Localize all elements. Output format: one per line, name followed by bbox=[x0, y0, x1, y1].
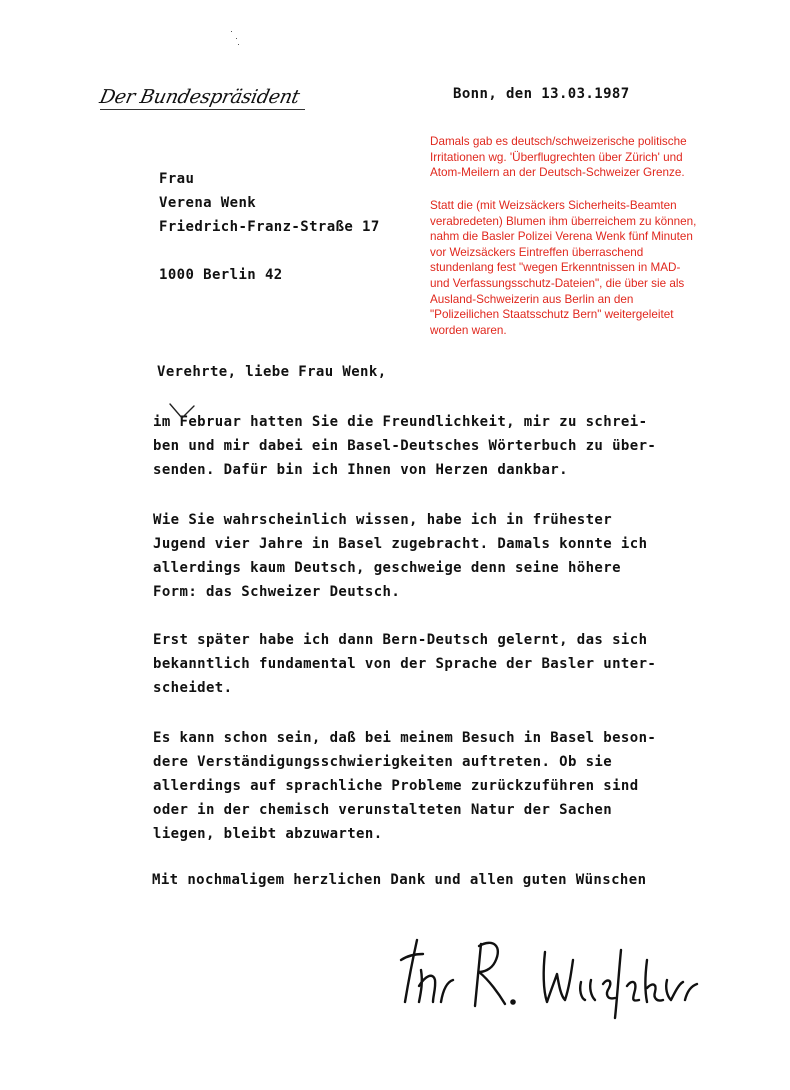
body-paragraph-3 bbox=[153, 628, 656, 700]
dateline: Bonn, den 13.03.1987 bbox=[453, 86, 630, 102]
greeting: Verehrte, liebe Frau Wenk, bbox=[157, 364, 387, 380]
annotation-line: Damals gab es deutsch/schweizerische politische bbox=[430, 135, 687, 148]
annotation-line: vor Weizsäckers Eintreffen überraschend bbox=[430, 245, 644, 259]
closing-line: Mit nochmaligem herzlichen Dank und allen guten Wünschen bbox=[152, 872, 647, 888]
body-line: Erst später habe ich dann Bern-Deutsch gelernt, das sich bbox=[153, 632, 648, 648]
body-line: ben und mir dabei ein Basel-Deutsches Wörterbuch zu über- bbox=[153, 438, 657, 454]
annotation-line: stundenlang fest "wegen Erkenntnissen in MAD- bbox=[430, 261, 681, 275]
body-line: dere Verständigungsschwierigkeiten auftreten. Ob sie bbox=[153, 754, 613, 770]
letterhead-underline bbox=[100, 109, 305, 110]
annotation-line: "Polizeilichen Staatsschutz Bern" weitergeleitet bbox=[430, 308, 674, 322]
annotation-line: Ausland-Schweizerin aus Berlin an den bbox=[430, 292, 634, 306]
recipient-city: 1000 Berlin 42 bbox=[159, 267, 283, 283]
recipient-street: Friedrich-Franz-Straße 17 bbox=[159, 219, 380, 235]
annotation-paragraph-2 bbox=[430, 198, 750, 338]
body-line: liegen, bleibt abzuwarten. bbox=[153, 826, 383, 842]
body-paragraph-4 bbox=[153, 726, 656, 846]
body-line: im Februar hatten Sie die Freundlichkeit, mir zu schrei- bbox=[153, 414, 648, 430]
recipient-salutation: Frau bbox=[159, 171, 195, 187]
body-line: Es kann schon sein, daß bei meinem Besuch in Basel beson- bbox=[153, 730, 657, 746]
body-line: oder in der chemisch verunstalteten Natur der Sachen bbox=[153, 802, 613, 818]
body-line: bekanntlich fundamental von der Sprache der Basler unter- bbox=[153, 656, 657, 672]
body-line: Wie Sie wahrscheinlich wissen, habe ich in frühester bbox=[153, 512, 613, 528]
annotation-line: nahm die Basler Polizei Verena Wenk fünf Minuten bbox=[430, 230, 693, 244]
body-line: allerdings auf sprachliche Probleme zurückzuführen sind bbox=[153, 778, 639, 794]
recipient-address bbox=[159, 167, 380, 287]
body-line: senden. Dafür bin ich Ihnen von Herzen dankbar. bbox=[153, 462, 568, 478]
scan-speck bbox=[231, 31, 232, 32]
body-line: allerdings kaum Deutsch, geschweige denn seine höhere bbox=[153, 560, 621, 576]
scan-speck bbox=[238, 44, 239, 45]
body-line: scheidet. bbox=[153, 680, 233, 696]
recipient-name: Verena Wenk bbox=[159, 195, 257, 211]
body-line: Form: das Schweizer Deutsch. bbox=[153, 584, 401, 600]
annotation-paragraph-1 bbox=[430, 134, 750, 181]
annotation-line: Atom-Meilern an der Deutsch-Schweizer Grenze. bbox=[430, 166, 685, 180]
annotation-line: worden waren. bbox=[430, 323, 507, 337]
annotation-line: Statt die (mit Weizsäckers Sicherheits-Beamten bbox=[430, 199, 677, 212]
handwritten-signature bbox=[395, 930, 705, 1020]
scan-speck bbox=[236, 38, 237, 39]
body-line: Jugend vier Jahre in Basel zugebracht. Damals konnte ich bbox=[153, 536, 648, 552]
body-paragraph-1 bbox=[153, 410, 656, 482]
annotation-line: und Verfassungsschutz-Dateien", die über sie als bbox=[430, 276, 685, 290]
annotation-line: verabredeten) Blumen ihm überreichem zu können, bbox=[430, 214, 697, 228]
letterhead-sender: Der Bundespräsident bbox=[97, 86, 302, 108]
body-paragraph-2 bbox=[153, 508, 647, 604]
handwritten-mark bbox=[168, 400, 198, 424]
annotation-line: Irritationen wg. 'Überflugrechten über Zürich' und bbox=[430, 150, 683, 164]
